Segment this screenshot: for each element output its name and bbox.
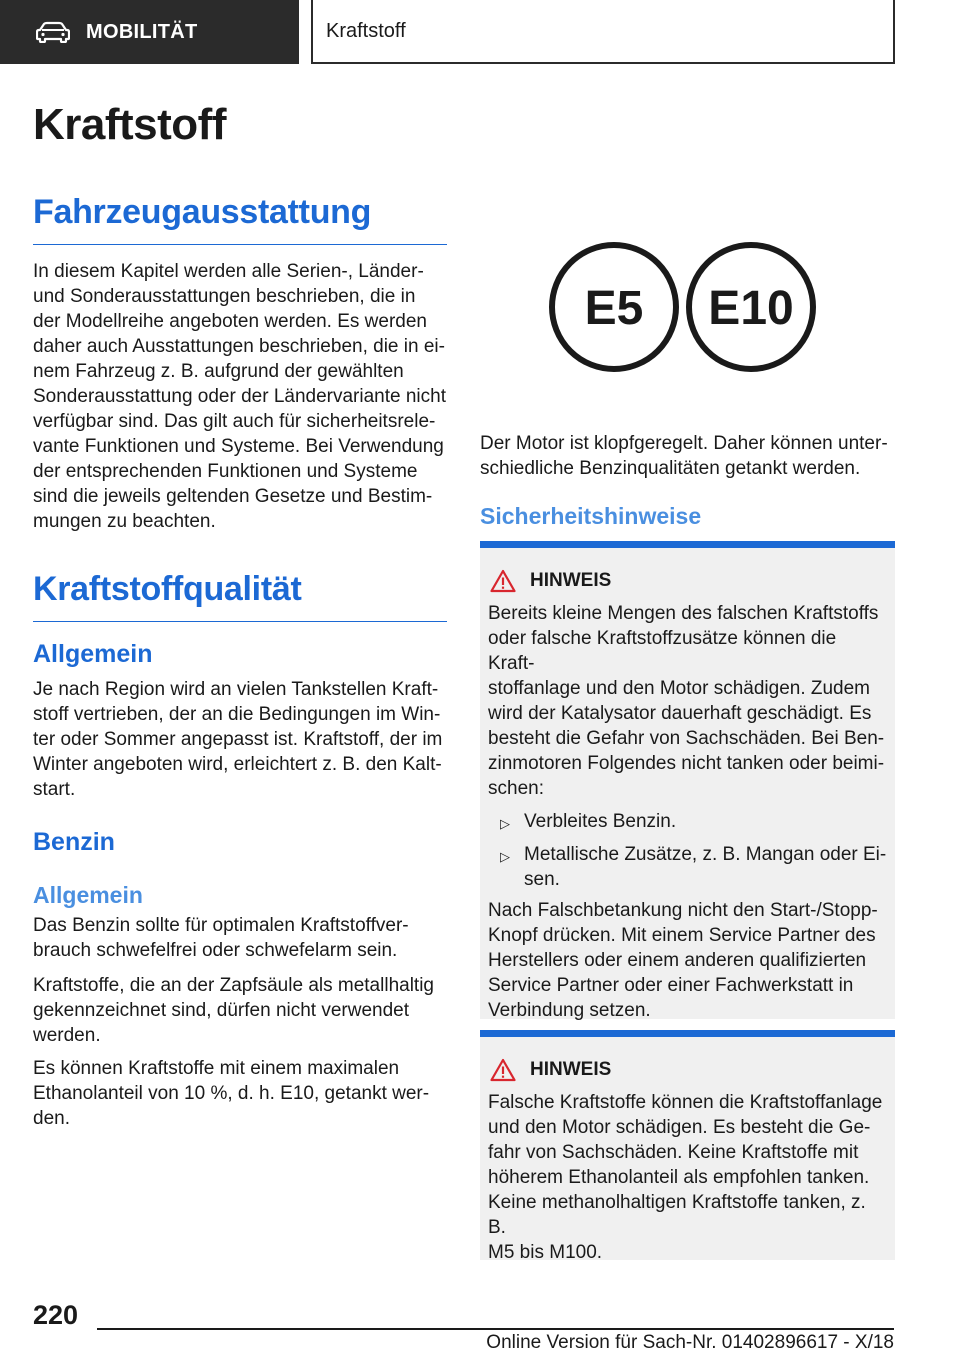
paragraph-fahrzeugausstattung: In diesem Kapitel werden alle Serien-, Länder- und Sonderausstattungen beschrieben, die in der Modellreihe angeboten werden. Es werden daher auch Ausstattungen beschrieben, die in ei- nem Fahrzeug z. B. aufgrund der gewählten Sonderausstattung oder der Ländervariante nicht verfügbar sind. Das gilt auch für sicherheitsrele- vante Funktionen und Systeme. Bei Verwendung der entsprechenden Funktionen und Systeme sind die jeweils geltenden Gesetze und Bestim- mungen zu beachten. (33, 261, 446, 532)
bullet-triangle-icon: ▷ (500, 849, 510, 864)
chapter-label: Kraftstoff (326, 19, 406, 42)
heading-fahrzeugausstattung: Fahrzeugausstattung (33, 193, 447, 245)
paragraph-motor: Der Motor ist klopfgeregelt. Daher können unter- schiedliche Benzinqualitäten getankt werden. (480, 433, 888, 479)
e5-label: E5 (584, 282, 644, 335)
car-icon (36, 21, 70, 43)
list-item (488, 842, 887, 892)
footer-divider (97, 1328, 894, 1330)
page-number: 220 (33, 1300, 79, 1330)
page-title: Kraftstoff (33, 100, 226, 149)
notice-header (488, 1050, 887, 1090)
e10-logo (689, 245, 813, 369)
section-label: MOBILITÄT (86, 20, 198, 43)
paragraph-allgemein: Je nach Region wird an vielen Tankstellen Kraft- stoff vertrieben, der an die Bedingungen im Win- ter oder Sommer angepasst ist. Kraftstoff, der im Winter angeboten wird, erleichtert z. B. den Kalt- start. (33, 679, 443, 800)
paragraph-benzin-schwefel: Das Benzin sollte für optimalen Kraftstoffver- brauch schwefelfrei oder schwefelarm sein. (33, 915, 409, 961)
list-item-text: Metallische Zusätze, z. B. Mangan oder Ei- sen. (524, 844, 887, 890)
e10-label: E10 (708, 282, 794, 335)
heading-allgemein: Allgemein (33, 640, 153, 668)
list-item (488, 809, 887, 836)
fuel-logos (548, 240, 818, 374)
list-item-text: Verbleites Benzin. (524, 811, 677, 832)
paragraph-benzin-ethanol: Es können Kraftstoffe mit einem maximalen Ethanolanteil von 10 %, d. h. E10, getankt wer- den. (33, 1058, 430, 1129)
notice-list (488, 809, 887, 892)
warning-icon (490, 569, 516, 593)
notice-text-after: Nach Falschbetankung nicht den Start-/Stopp- Knopf drücken. Mit einem Service Partner des Herstellers oder einem anderen qualifizierten Service Partner oder einer Fachwerkstatt in Verbindung setzen. (488, 900, 878, 1021)
footer-version-text: Online Version für Sach-Nr. 01402896617 - X/18 (486, 1332, 894, 1353)
heading-sicherheitshinweise: Sicherheitshinweise (480, 503, 702, 529)
chapter-tab (311, 0, 895, 64)
heading-benzin-allgemein: Allgemein (33, 882, 143, 908)
paragraph-benzin-metall: Kraftstoffe, die an der Zapfsäule als metallhaltig gekennzeichnet sind, dürfen nicht verwendet werden. (33, 975, 434, 1046)
notice-title: HINWEIS (530, 570, 612, 591)
notice-box-ethanol (480, 1030, 895, 1263)
notice-text: Falsche Kraftstoffe können die Kraftstoffanlage und den Motor schädigen. Es besteht die Ge- fahr von Sachschäden. Keine Kraftstoffe mit höherem Ethanolanteil als empfohlen tanken. Keine methanolhaltigen Kraftstoffe tanken, z. B. M5 bis M100. (488, 1092, 883, 1263)
warning-icon (490, 1058, 516, 1082)
bullet-triangle-icon: ▷ (500, 816, 510, 831)
notice-box-kraftstoff (480, 541, 895, 1019)
e5-logo (552, 245, 676, 369)
notice-header (488, 561, 887, 601)
heading-benzin: Benzin (33, 828, 115, 856)
section-tab (0, 0, 299, 64)
notice-text: Bereits kleine Mengen des falschen Kraftstoffs oder falsche Kraftstoffzusätze können die Kraft- stoffanlage und den Motor schädigen. Zudem wird der Katalysator dauerhaft geschädigt. Es besteht die Gefahr von Sachschäden. Bei Ben- zinmotoren Folgendes nicht tanken oder beimi- schen: (488, 603, 885, 799)
heading-kraftstoffqualitaet: Kraftstoffqualität (33, 570, 447, 622)
notice-title: HINWEIS (530, 1059, 612, 1080)
